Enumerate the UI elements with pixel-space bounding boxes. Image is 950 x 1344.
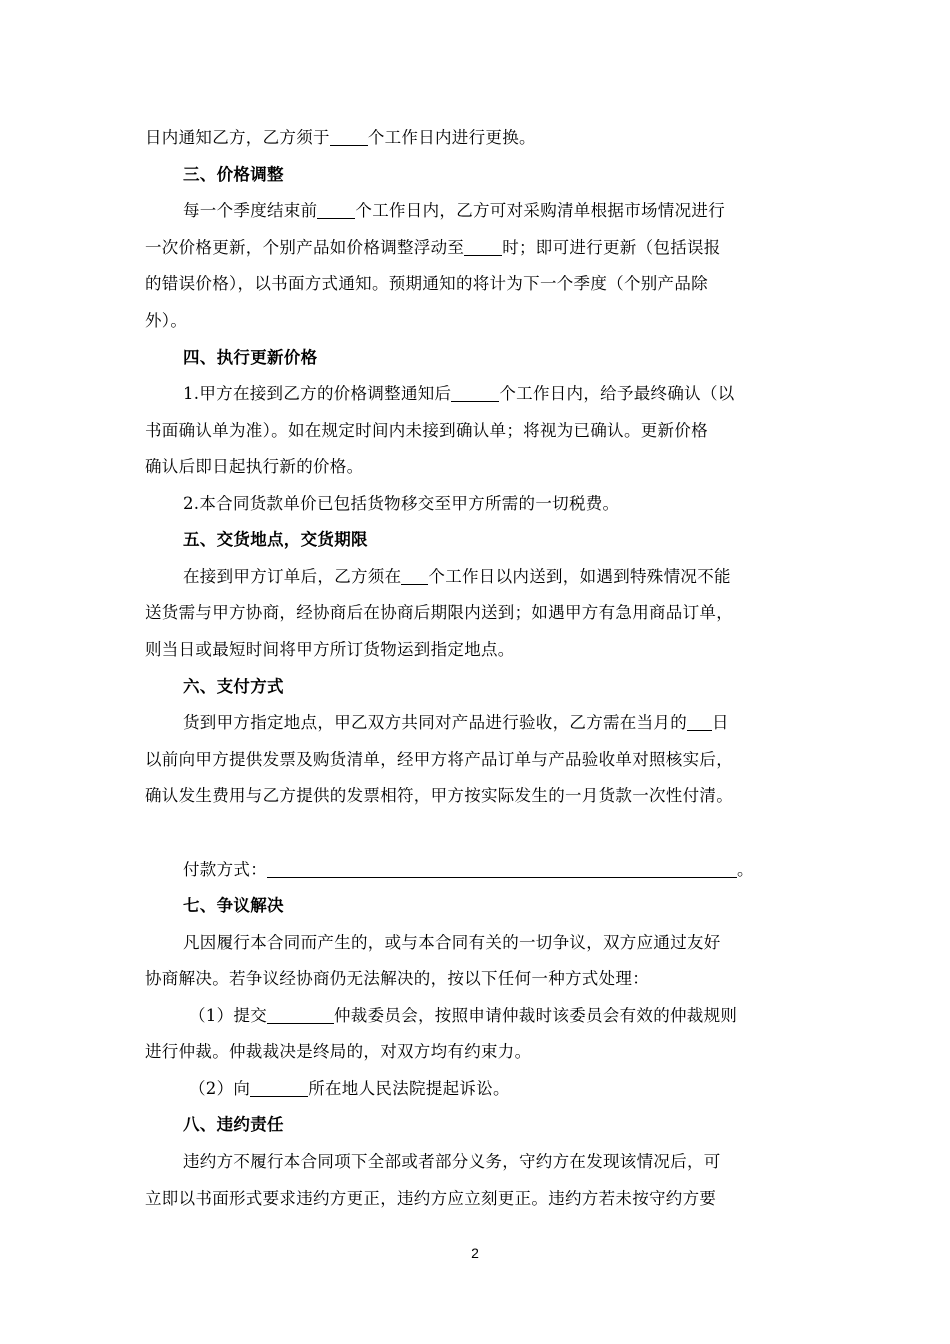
body-line: 书面确认单为准）。如在规定时间内未接到确认单；将视为已确认。更新价格 bbox=[145, 421, 708, 440]
section-heading-8: 八、违约责任 bbox=[183, 1115, 284, 1134]
blank-field[interactable] bbox=[250, 1076, 308, 1097]
blank-field[interactable] bbox=[330, 125, 368, 146]
payment-method-field[interactable] bbox=[267, 857, 737, 878]
body-line: 一次价格更新，个别产品如价格调整浮动至 时；即可进行更新（包括误报 bbox=[145, 229, 810, 267]
blank-field[interactable] bbox=[451, 381, 499, 402]
body-line: 协商解决。若争议经协商仍无法解决的，按以下任何一种方式处理： bbox=[145, 969, 649, 988]
body-line: 2.本合同货款单价已包括货物移交至甲方所需的一切税费。 bbox=[183, 494, 620, 513]
body-line: 凡因履行本合同而产生的，或与本合同有关的一切争议，双方应通过友好 bbox=[183, 933, 721, 952]
body-line: 在接到甲方订单后，乙方须在 个工作日以内送到，如遇到特殊情况不能 bbox=[183, 558, 810, 596]
body-line: 以前向甲方提供发票及购货清单，经甲方将产品订单与产品验收单对照核实后， bbox=[145, 750, 733, 769]
body-line: 货到甲方指定地点，甲乙双方共同对产品进行验收，乙方需在当月的 日 bbox=[183, 704, 810, 742]
body-line: 外）。 bbox=[145, 311, 188, 330]
body-line: （2）向 所在地人民法院提起诉讼。 bbox=[189, 1070, 810, 1108]
body-line: 的错误价格），以书面方式通知。预期通知的将计为下一个季度（个别产品除 bbox=[145, 274, 708, 293]
body-line: （1）提交 仲裁委员会，按照申请仲裁时该委员会有效的仲裁规则 bbox=[189, 997, 810, 1035]
section-heading-6: 六、支付方式 bbox=[183, 677, 284, 696]
blank-field[interactable] bbox=[464, 235, 502, 256]
body-line: 送货需与甲方协商，经协商后在协商后期限内送到；如遇甲方有急用商品订单， bbox=[145, 603, 733, 622]
body-line: 每一个季度结束前 个工作日内，乙方可对采购清单根据市场情况进行 bbox=[183, 192, 810, 230]
section-heading-4: 四、执行更新价格 bbox=[183, 348, 318, 367]
blank-field[interactable] bbox=[401, 564, 428, 585]
payment-method-line: 付款方式： 。 bbox=[183, 851, 810, 889]
blank-field[interactable] bbox=[317, 198, 355, 219]
page-number: 2 bbox=[471, 1245, 479, 1261]
body-line: 日内通知乙方，乙方须于 个工作日内进行更换。 bbox=[145, 119, 810, 157]
body-line: 进行仲裁。仲裁裁决是终局的，对双方均有约束力。 bbox=[145, 1042, 532, 1061]
section-heading-5: 五、交货地点，交货期限 bbox=[183, 530, 368, 549]
section-heading-7: 七、争议解决 bbox=[183, 896, 284, 915]
blank-field[interactable] bbox=[267, 1003, 334, 1024]
body-line: 违约方不履行本合同项下全部或者部分义务，守约方在发现该情况后，可 bbox=[183, 1152, 721, 1171]
blank-field[interactable] bbox=[687, 710, 712, 731]
body-line: 确认后即日起执行新的价格。 bbox=[145, 457, 364, 476]
body-line: 确认发生费用与乙方提供的发票相符，甲方按实际发生的一月货款一次性付清。 bbox=[145, 786, 733, 805]
body-line: 立即以书面形式要求违约方更正，违约方应立刻更正。违约方若未按守约方要 bbox=[145, 1189, 717, 1208]
body-line: 1.甲方在接到乙方的价格调整通知后 个工作日内，给予最终确认（以 bbox=[183, 375, 810, 413]
body-line: 则当日或最短时间将甲方所订货物运到指定地点。 bbox=[145, 640, 515, 659]
section-heading-3: 三、价格调整 bbox=[183, 165, 284, 184]
